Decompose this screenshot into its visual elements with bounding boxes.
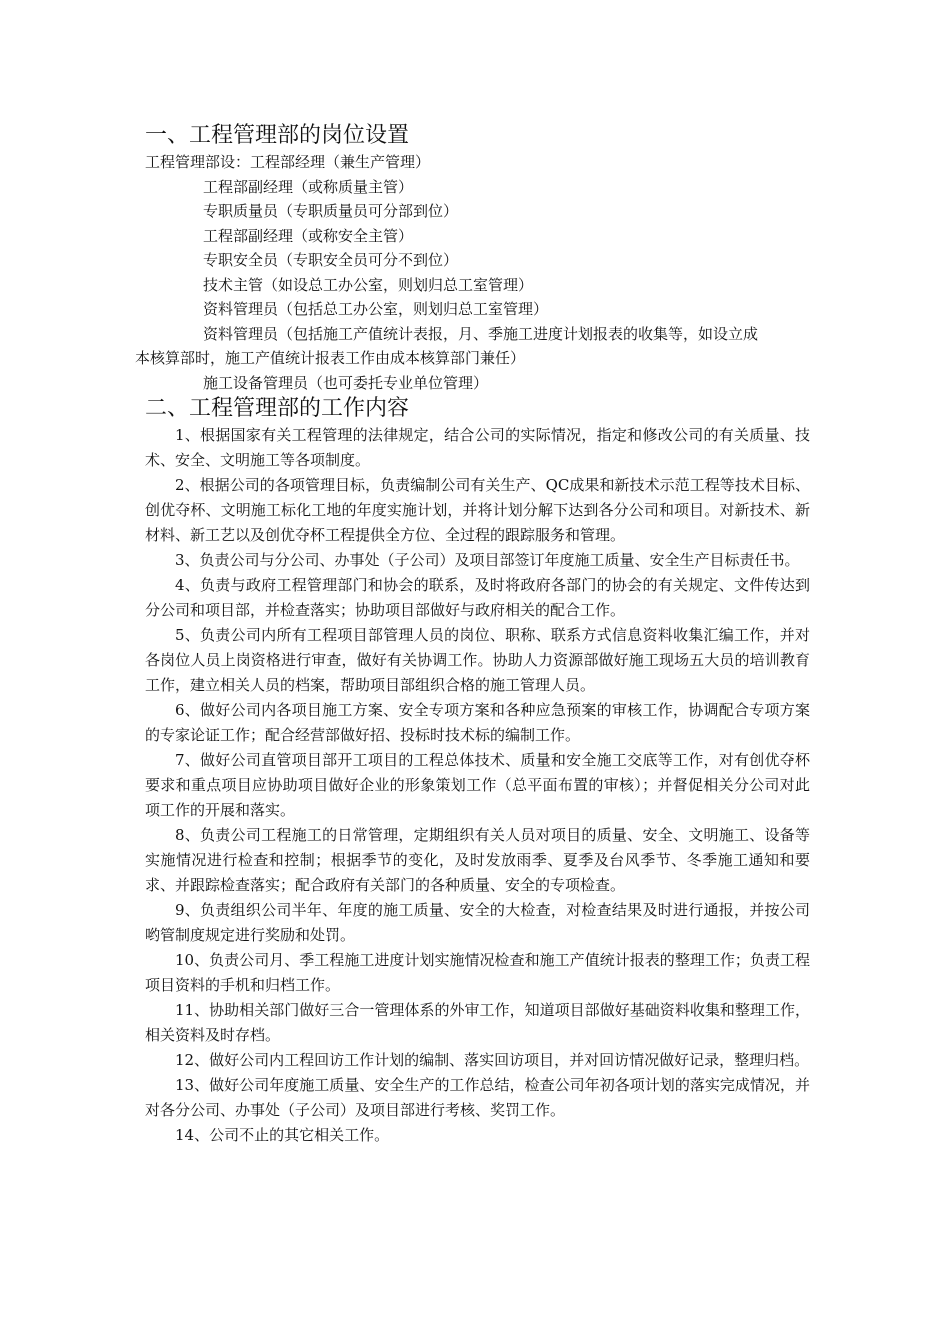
- document-body: [135, 122, 810, 1148]
- duty-paragraph: 1、根据国家有关工程管理的法律规定，结合公司的实际情况，指定和修改公司的有关质量、技术、安全、文明施工等各项制度。: [145, 426, 810, 469]
- duty-paragraph: 14、公司不止的其它相关工作。: [175, 1126, 390, 1144]
- duty-paragraph: 4、负责与政府工程管理部门和协会的联系，及时将政府各部门的协会的有关规定、文件传达到分公司和项目部，并检查落实；协助项目部做好与政府相关的配合工作。: [145, 576, 810, 619]
- duty-paragraph: 11、协助相关部门做好三合一管理体系的外审工作，知道项目部做好基础资料收集和整理工作，相关资料及时存档。: [145, 1001, 810, 1044]
- position-item: 专职质量员（专职质量员可分部到位）: [203, 202, 459, 220]
- position-item: 技术主管（如设总工办公室，则划归总工室管理）: [203, 275, 534, 294]
- duty-paragraph: 8、负责公司工程施工的日常管理，定期组织有关人员对项目的质量、安全、文明施工、设备等实施情况进行检查和控制；根据季节的变化，及时发放雨季、夏季及台风季节、冬季施工通知和要求、并跟踪检查落实；配合政府有关部门的各种质量、安全的专项检查。: [145, 826, 810, 894]
- duty-paragraph: 2、根据公司的各项管理目标，负责编制公司有关生产、QC成果和新技术示范工程等技术目标、创优夺杯、文明施工标化工地的年度实施计划，并将计划分解下达到各分公司和项目。对新技术、新材料、新工艺以及创优夺杯工程提供全方位、全过程的跟踪服务和管理。: [145, 476, 810, 544]
- duty-paragraph: 7、做好公司直管项目部开工项目的工程总体技术、质量和安全施工交底等工作，对有创优夺杯要求和重点项目应协助项目做好企业的形象策划工作（总平面布置的审核）；并督促相关分公司对此项工作的开展和落实。: [145, 751, 810, 819]
- duty-paragraph: 12、做好公司内工程回访工作计划的编制、落实回访项目，并对回访情况做好记录，整理归档。: [175, 1051, 810, 1069]
- duty-paragraph: 9、负责组织公司半年、年度的施工质量、安全的大检查，对检查结果及时进行通报，并按公司哟管制度规定进行奖励和处罚。: [145, 901, 810, 944]
- duty-paragraph: 13、做好公司年度施工质量、安全生产的工作总结，检查公司年初各项计划的落实完成情况，并对各分公司、办事处（子公司）及项目部进行考核、奖罚工作。: [145, 1076, 810, 1119]
- position-item: 专职安全员（专职安全员可分不到位）: [203, 251, 459, 269]
- duty-paragraph: 3、负责公司与分公司、办事处（子公司）及项目部签订年度施工质量、安全生产目标责任书。: [175, 551, 800, 569]
- section1-lead: 工程管理部设：工程部经理（兼生产管理）: [145, 153, 431, 171]
- duty-paragraph: 10、负责公司月、季工程施工进度计划实施情况检查和施工产值统计报表的整理工作；负责工程项目资料的手机和归档工作。: [145, 951, 810, 994]
- position-item: 资料管理员（包括总工办公室，则划归总工室管理）: [203, 300, 549, 318]
- position-item-long-rest: 本核算部时，施工产值统计报表工作由成本核算部门兼任）: [135, 349, 526, 367]
- position-item-long-first: 资料管理员（包括施工产值统计表报，月、季施工进度计划报表的收集等，如设立成: [203, 324, 759, 343]
- position-item-last: 施工设备管理员（也可委托专业单位管理）: [203, 373, 489, 392]
- duty-paragraph: 5、负责公司内所有工程项目部管理人员的岗位、职称、联系方式信息资料收集汇编工作，并对各岗位人员上岗资格进行审查，做好有关协调工作。协助人力资源部做好施工现场五大员的培训教育工作，建立相关人员的档案，帮助项目部组织合格的施工管理人员。: [145, 626, 810, 694]
- duty-paragraph: 6、做好公司内各项目施工方案、安全专项方案和各种应急预案的审核工作，协调配合专项方案的专家论证工作；配合经营部做好招、投标时技术标的编制工作。: [145, 701, 810, 744]
- position-item: 工程部副经理（或称质量主管）: [203, 177, 414, 196]
- section2-title: 二、工程管理部的工作内容: [145, 396, 410, 421]
- section1-title: 一、工程管理部的岗位设置: [145, 123, 410, 148]
- position-item: 工程部副经理（或称安全主管）: [203, 226, 414, 245]
